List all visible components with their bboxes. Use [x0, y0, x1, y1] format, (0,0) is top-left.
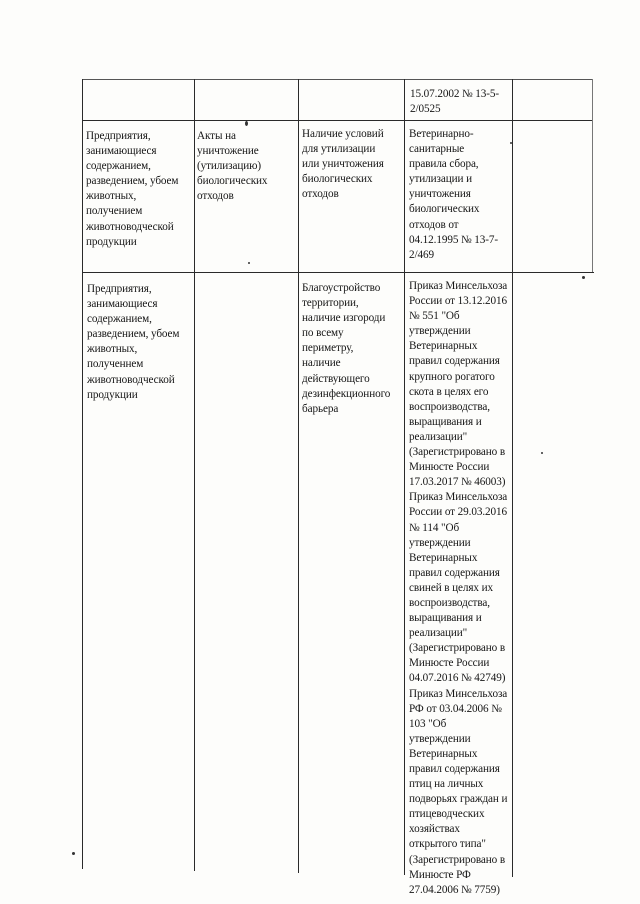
- scan-speck: [72, 852, 75, 855]
- row1-col1-text: Предприятия, занимающиеся содержанием, разведением, убоем животных, получением животноводческой продукции: [86, 130, 179, 248]
- scan-speck: [582, 276, 585, 279]
- column-line-left: [82, 79, 83, 869]
- column-line-2: [194, 79, 195, 871]
- row-divider-1: [82, 120, 593, 121]
- row2-col1-text: Предприятия, занимающиеся содержанием, разведением, убоем животных, полученнем животноводческой продукции: [87, 283, 180, 401]
- column-line-3: [298, 79, 299, 873]
- column-line-4: [404, 79, 405, 875]
- row2-col3-text: Благоустройство территории, наличие изгороди по всему периметру, наличие действующего дезинфекционного барьера: [302, 282, 391, 415]
- table-border-top: [82, 79, 592, 80]
- top-row-col4-text: 15.07.2002 № 13-5- 2/0525: [410, 88, 500, 116]
- row1-col3-text: Наличие условий для утилизации или уничтожения биологических отходов: [302, 128, 384, 201]
- row-divider-2: [82, 272, 594, 273]
- row1-col4-text: Ветеринарно- санитарные правила сбора, утилизации и уничтожения биологических отходов от 04.12.1995 № 13-7- 2/469: [409, 128, 499, 261]
- scan-speck: [541, 452, 543, 454]
- scan-speck: [245, 121, 248, 126]
- row2-col4-text: Приказ Минсельхоза России от 13.12.2016 № 551 "Об утверждении Ветеринарных правил содержания крупного рогатого скота в целях его воспроизводства, выращивания и реализации" (Зарегистрировано в Минюсте России 17.03.2017 № 46003) Приказ Минсельхоза России от 29.03.2016 № 114 "Об утверждении Ветеринарных правил содержания свиней в целях их воспроизводства, выращивания и реализации" (Зарегистрировано в Минюсте России 04.07.2016 № 42749) Приказ Минсельхоза РФ от 03.04.2006 № 103 "Об утверждении Ветеринарных правил содержания птиц на личных подворьях граждан и птицеводческих хозяйствах открытого типа" (Зарегистрировано в Минюсте РФ 27.04.2006 № 7759): [409, 280, 508, 896]
- scan-speck: [510, 142, 512, 144]
- column-line-right: [592, 79, 593, 272]
- scan-speck: [248, 262, 250, 264]
- row1-col2-text: Акты на уничтожение (утилизацию) биологических отходов: [197, 130, 268, 203]
- column-line-5: [512, 79, 513, 877]
